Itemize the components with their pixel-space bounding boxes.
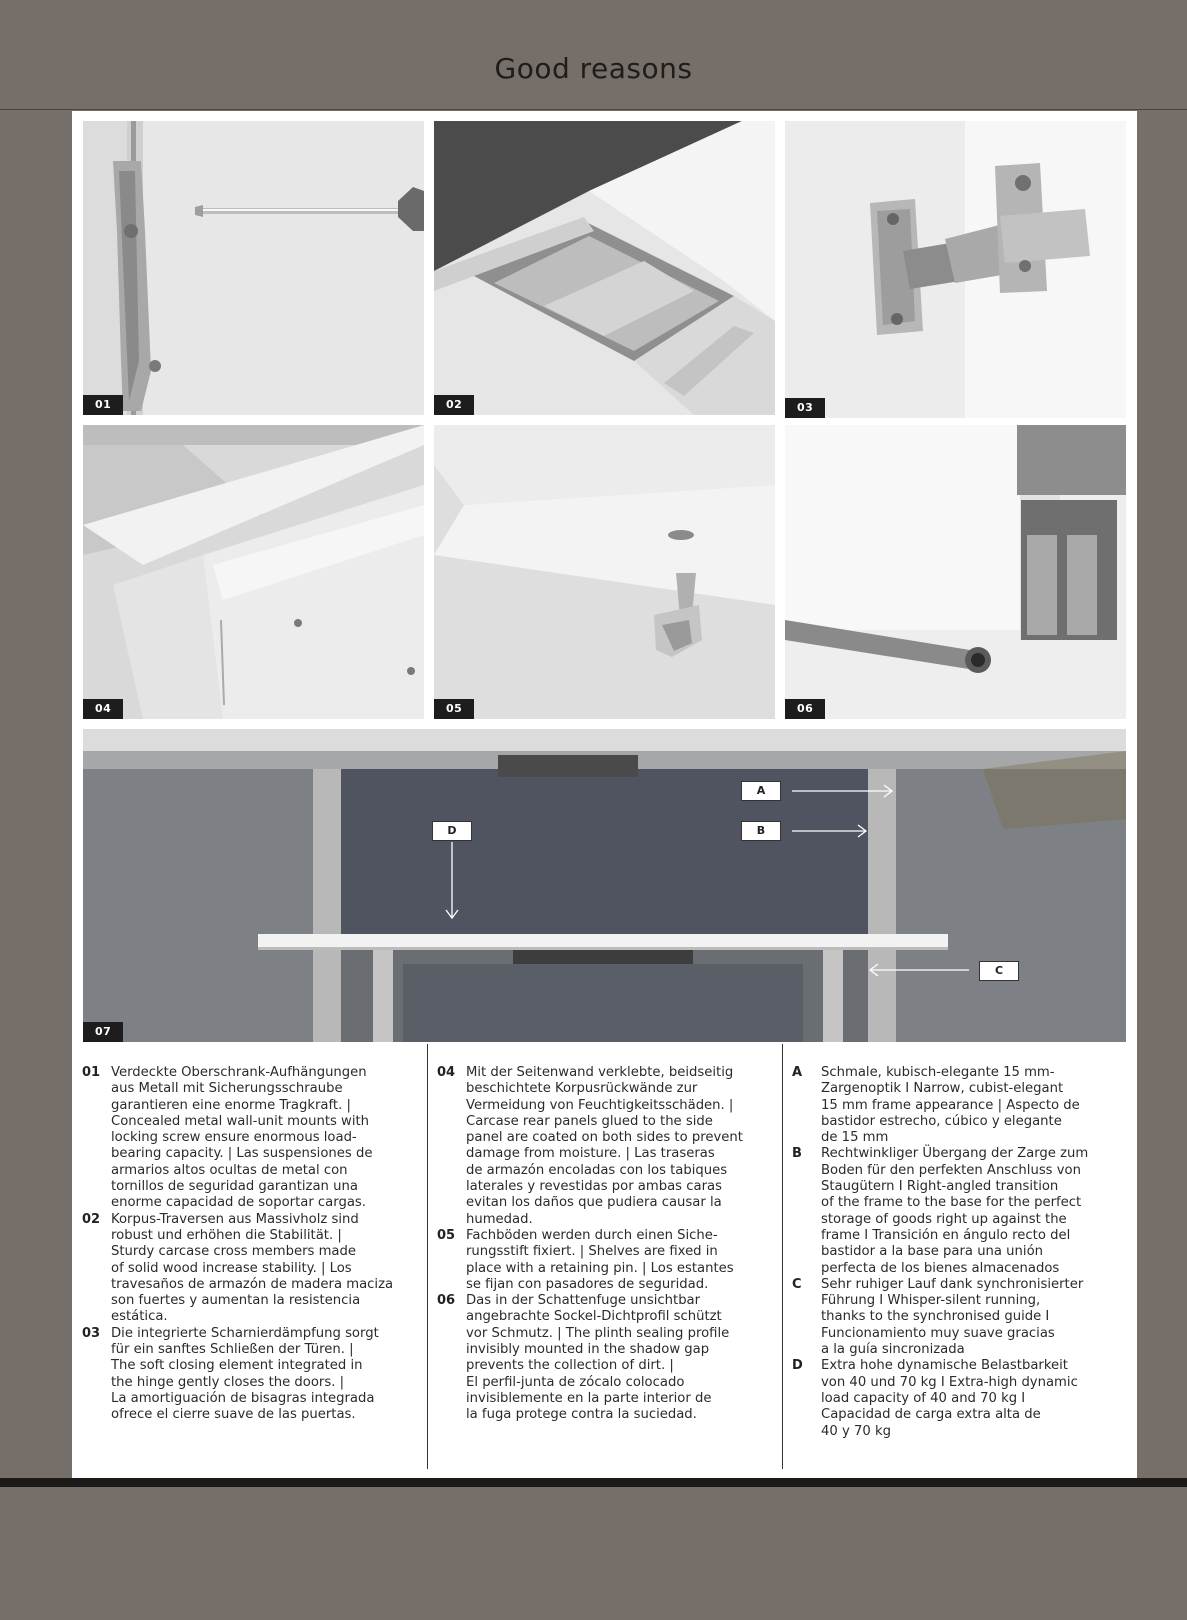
callout-d: D (432, 821, 472, 841)
page-header (0, 0, 1187, 110)
photo-tag: 05 (434, 699, 474, 719)
feature-item (82, 1212, 434, 1326)
photo-tag: 02 (434, 395, 474, 415)
feature-number: 02 (82, 1211, 101, 1227)
feature-text: Rechtwinkliger Übergang der Zarge zum Boden für den perfekten Anschluss von Staugütern I Right-angled transition of the frame to the base for the perfect storage of goods right up against the frame I Transición en ángulo recto del bastidor a la base para una unión perfecta de los bienes almacenados (821, 1146, 1089, 1276)
photo-tag: 07 (83, 1022, 123, 1042)
feature-item (792, 1277, 1144, 1358)
feature-number: B (792, 1146, 802, 1162)
feature-text: Extra hohe dynamische Belastbarkeit von 40 und 70 kg I Extra-high dynamic load capacity of 40 and 70 kg I Capacidad de carga extra alta de 40 y 70 kg (821, 1358, 1078, 1439)
photo-tag: 06 (785, 699, 825, 719)
photo-shelf-pin (434, 425, 775, 719)
feature-text: Das in der Schattenfuge unsichtbar angebrachte Sockel-Dichtprofil schützt vor Schmutz. | The plinth sealing profile invisibly mounted in the shadow gap prevents the collection of dirt. | El perfil-junta de zócalo colocado invisiblemente en la parte interior de la fuga protege contra la suciedad. (466, 1293, 730, 1423)
photo-wall-unit-mount (83, 121, 424, 415)
feature-text: Fachböden werden durch einen Siche- rungsstift fixiert. | Shelves are fixed in place with a retaining pin. | Los estantes se fijan con pasadores de seguridad. (466, 1227, 734, 1292)
photo-tag: 04 (83, 699, 123, 719)
feature-number: D (792, 1358, 803, 1374)
callout-c: C (979, 961, 1019, 981)
feature-item (82, 1065, 434, 1212)
text-column-1 (82, 1065, 434, 1424)
feature-item (437, 1293, 789, 1423)
callout-a: A (741, 781, 781, 801)
feature-number: 01 (82, 1065, 101, 1080)
page-title: Good reasons (494, 52, 693, 85)
feature-item (792, 1065, 1144, 1146)
feature-item (437, 1228, 789, 1293)
feature-item (792, 1146, 1144, 1276)
feature-text: Die integrierte Scharnierdämpfung sorgt für ein sanftes Schließen der Türen. | The soft closing element integrated in the hinge gently closes the doors. | La amortiguación de bisagras integrada ofrece el cierre suave de las puertas. (111, 1325, 379, 1423)
feature-text: Sehr ruhiger Lauf dank synchronisierter Führung I Whisper-silent running, thanks to the synchronised guide I Funcionamiento muy suave gracias a la guía sincronizada (821, 1276, 1084, 1358)
photo-tag: 03 (785, 398, 825, 418)
feature-item (437, 1065, 789, 1228)
feature-number: 03 (82, 1325, 101, 1341)
feature-number: 05 (437, 1227, 456, 1243)
photo-tag: 01 (83, 395, 123, 415)
feature-text: Verdeckte Oberschrank-Aufhängungen aus Metall mit Sicherungsschraube garantieren eine enorme Tragkraft. | Concealed metal wall-unit mounts with locking screw ensure enormous load- bearing capacity. | Las suspensiones de armarios altos ocultas de metal con tornillos de seguridad garantizan una enorme capacidad de soportar cargas. (111, 1065, 373, 1211)
feature-number: 06 (437, 1293, 456, 1309)
photo-carcase-cross-member (434, 121, 775, 415)
feature-item (792, 1358, 1144, 1439)
feature-number: A (792, 1065, 803, 1080)
feature-number: C (792, 1276, 802, 1292)
callout-b: B (741, 821, 781, 841)
photo-plinth-profile (785, 425, 1126, 719)
photo-rear-panel-joint (83, 425, 424, 719)
feature-number: 04 (437, 1065, 456, 1080)
feature-text: Schmale, kubisch-elegante 15 mm- Zargenoptik I Narrow, cubist-elegant 15 mm frame appearance | Aspecto de bastidor estrecho, cúbico y elegante de 15 mm (821, 1065, 1080, 1146)
photo-hinge (785, 121, 1126, 418)
feature-text: Mit der Seitenwand verklebte, beidseitig beschichtete Korpusrückwände zur Vermeidung von Feuchtigkeitsschäden. | Carcase rear panels glued to the side panel are coated on both sides to prevent damage from moisture. | Las traseras de armazón encoladas con los tabiques laterales y revestidas por ambas caras evitan los daños que pudiera causar la humedad. (466, 1065, 743, 1227)
text-column-2 (437, 1065, 789, 1424)
feature-text: Korpus-Traversen aus Massivholz sind robust und erhöhen die Stabilität. | Sturdy carcase cross members made of solid wood increase stability. | Los travesaños de armazón de madera maciza son fuertes y aumentan la resistencia estática. (111, 1211, 394, 1325)
feature-item (82, 1326, 434, 1424)
footer-bar (0, 1478, 1187, 1487)
text-column-3 (792, 1065, 1144, 1440)
photo-drawer-frame (83, 729, 1126, 1042)
